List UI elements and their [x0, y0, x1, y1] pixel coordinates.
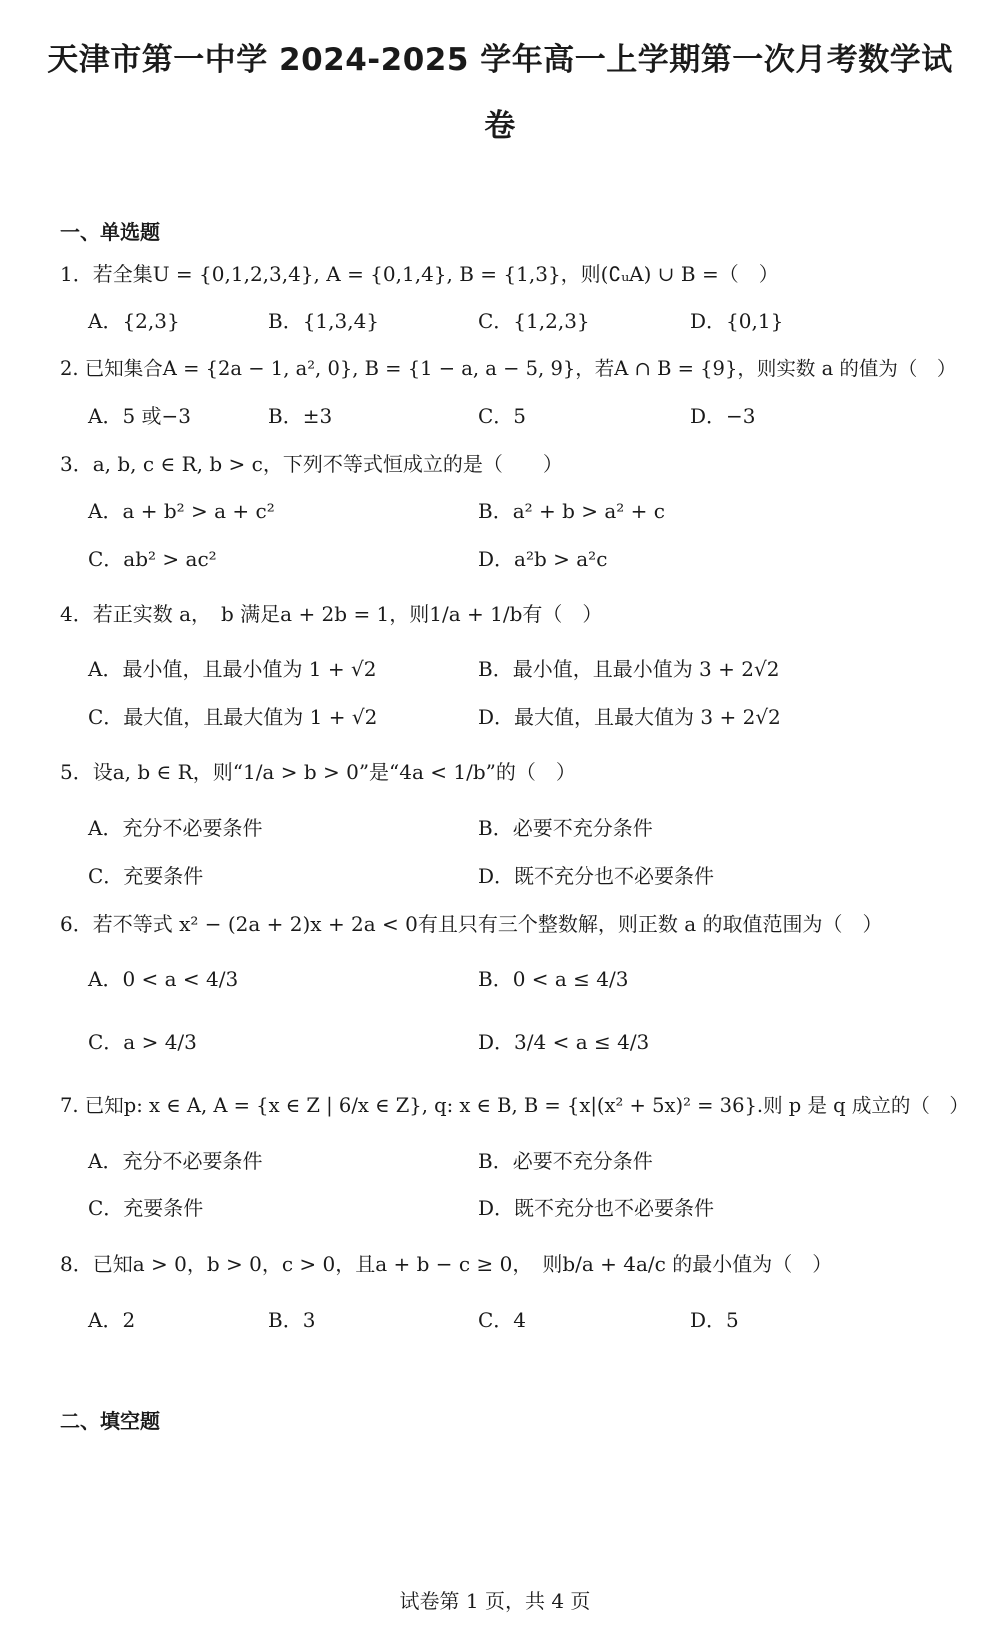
question-stem: 5．设a, b ∈ R，则“1/a > b > 0”是“4a < 1/b”的（ ）	[60, 760, 576, 784]
option-b: B．必要不充分条件	[478, 1149, 653, 1173]
option-d: D．a²b > a²c	[478, 547, 608, 571]
option-d: D．5	[690, 1308, 739, 1332]
option-c: C．5	[478, 404, 527, 428]
option-b: B．±3	[268, 404, 333, 428]
option-d: D．{0,1}	[690, 309, 784, 333]
option-a: A．0 < a < 4/3	[88, 967, 239, 991]
option-d: D．既不充分也不必要条件	[478, 1196, 715, 1220]
option-b: B．最小值，且最小值为 3 + 2√2	[478, 657, 780, 681]
title-line-2: 卷	[484, 108, 516, 144]
option-d: D．−3	[690, 404, 756, 428]
question-stem: 3．a, b, c ∈ R, b > c，下列不等式恒成立的是（ ）	[60, 452, 563, 476]
section-heading: 二、填空题	[60, 1409, 160, 1433]
option-d: D．既不充分也不必要条件	[478, 864, 715, 888]
question-stem: 4．若正实数 a， b 满足a + 2b = 1，则1/a + 1/b有（ ）	[60, 602, 603, 626]
option-b: B．{1,3,4}	[268, 309, 380, 333]
option-a: A．{2,3}	[88, 309, 180, 333]
question-stem: 7. 已知p: x ∈ A, A = {x ∈ Z | 6/x ∈ Z}, q: x ∈ B, B = {x|(x² + 5x)² = 36}.则 p 是 q 成立的（ ）	[60, 1094, 969, 1117]
option-a: A．充分不必要条件	[88, 816, 263, 840]
option-a: A．a + b² > a + c²	[88, 499, 275, 523]
option-a: A．5 或−3	[88, 404, 192, 428]
option-c: C．充要条件	[88, 864, 204, 888]
page-footer: 试卷第 1 页，共 4 页	[399, 1589, 591, 1613]
question-stem: 8．已知a > 0，b > 0，c > 0，且a + b − c ≥ 0， 则b/a + 4a/c 的最小值为（ ）	[60, 1252, 833, 1276]
option-c: C．a > 4/3	[88, 1030, 197, 1054]
option-a: A．2	[88, 1308, 136, 1332]
question-stem: 6．若不等式 x² − (2a + 2)x + 2a < 0有且只有三个整数解，则正数 a 的取值范围为（ ）	[60, 912, 883, 936]
question-stem: 2. 已知集合A = {2a − 1, a², 0}, B = {1 − a, a − 5, 9}，若A ∩ B = {9}，则实数 a 的值为（ ）	[60, 357, 957, 380]
option-d: D．3/4 < a ≤ 4/3	[478, 1030, 650, 1054]
option-c: C．最大值，且最大值为 1 + √2	[88, 705, 378, 729]
option-b: B．3	[268, 1308, 316, 1332]
option-b: B．0 < a ≤ 4/3	[478, 967, 629, 991]
title-line-1: 天津市第一中学 2024-2025 学年高一上学期第一次月考数学试	[47, 42, 953, 78]
option-a: A．最小值，且最小值为 1 + √2	[88, 657, 377, 681]
option-d: D．最大值，且最大值为 3 + 2√2	[478, 705, 781, 729]
question-stem: 1．若全集U = {0,1,2,3,4}, A = {0,1,4}, B = {1,3}，则(∁ᵤA) ∪ B =（ ）	[60, 262, 779, 286]
option-c: C．ab² > ac²	[88, 547, 217, 571]
option-b: B．必要不充分条件	[478, 816, 653, 840]
option-a: A．充分不必要条件	[88, 1149, 263, 1173]
option-c: C．4	[478, 1308, 527, 1332]
option-c: C．充要条件	[88, 1196, 204, 1220]
section-heading: 一、单选题	[60, 220, 160, 244]
option-c: C．{1,2,3}	[478, 309, 590, 333]
option-b: B．a² + b > a² + c	[478, 499, 666, 523]
